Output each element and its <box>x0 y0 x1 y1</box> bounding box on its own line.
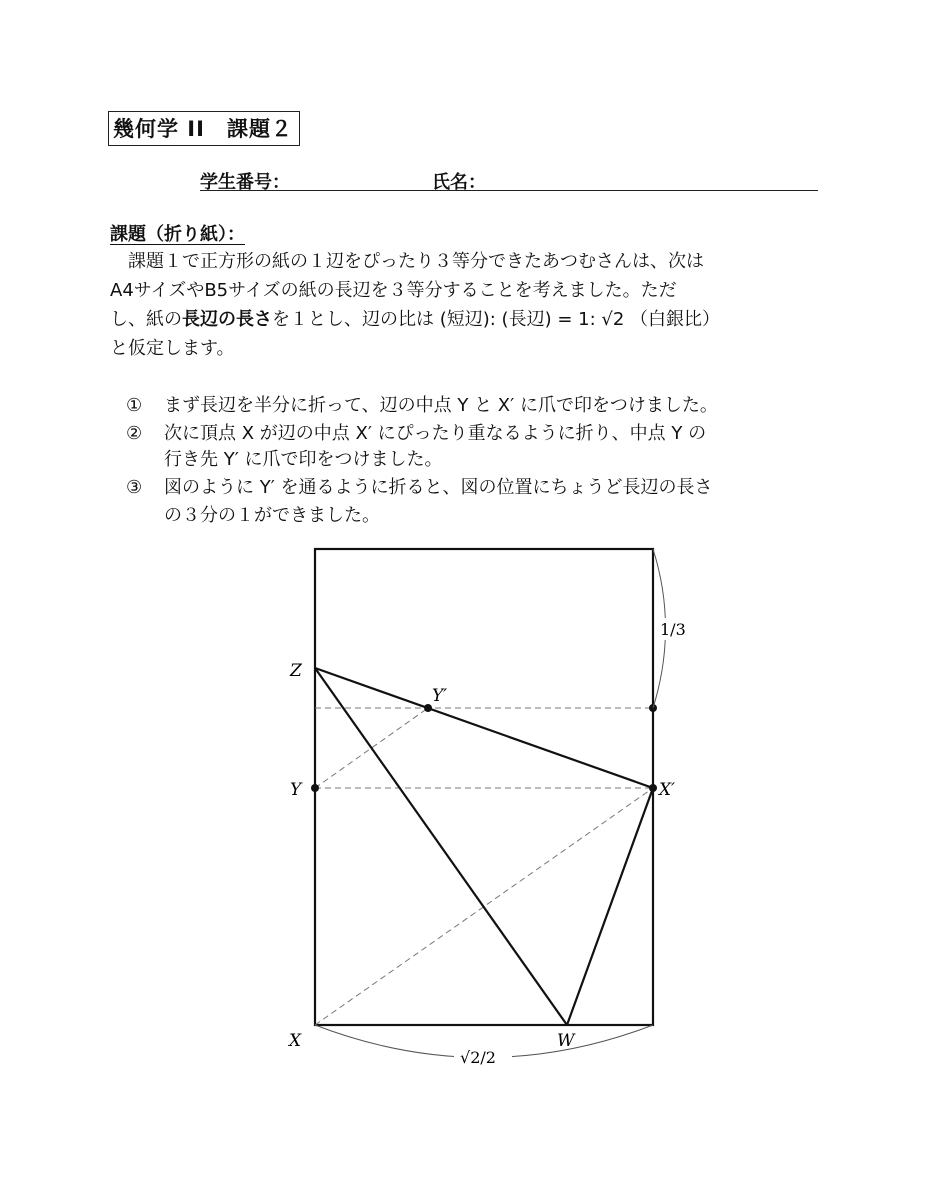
step-3-text: 図のように Y′ を通るように折ると、図の位置にちょうど長辺の長さ <box>164 477 713 498</box>
step-3-number: ③ <box>126 477 143 498</box>
name-label: 氏名： <box>432 172 486 193</box>
label-y: Y <box>290 780 302 800</box>
paragraph-line-1: 課題１で正方形の紙の１辺をぴったり３等分できたあつむさんは、次は <box>110 251 704 272</box>
point-xprime <box>649 784 657 792</box>
label-w: W <box>557 1031 575 1051</box>
step-2-number: ② <box>126 423 143 444</box>
fold-crease-z-w <box>315 668 567 1025</box>
paragraph-line-4: と仮定します。 <box>110 338 235 359</box>
right-dimension-label: 1/3 <box>660 620 686 639</box>
section-heading: 課題（折り紙）： <box>110 224 245 245</box>
student-number-label: 学生番号： <box>200 172 290 193</box>
step-2-text: 次に頂点 X が辺の中点 X′ にぴったり重なるように折り、中点 Y の <box>164 423 707 444</box>
point-y <box>311 784 319 792</box>
fold-edge-z-xprime <box>315 668 653 788</box>
step-1-number: ① <box>126 395 143 416</box>
point-yprime <box>424 704 432 712</box>
fold-edge-w-xprime <box>567 788 653 1025</box>
label-z: Z <box>290 661 302 681</box>
step-3-continued: の３分の１ができました。 <box>164 505 380 526</box>
paragraph-line-3a: し、紙の <box>110 309 182 330</box>
bottom-dimension-label: √2/2 <box>460 1048 496 1067</box>
paragraph-line-3b: を１とし、辺の比は (短辺): (長辺) = 1: √2 （白銀比） <box>272 309 721 330</box>
label-xprime: X′ <box>659 780 675 800</box>
label-yprime: Y′ <box>432 686 448 706</box>
paper-rectangle <box>315 549 653 1025</box>
paragraph-line-2: A4サイズやB5サイズの紙の長辺を３等分することを考えました。ただ <box>110 280 677 301</box>
assignment-title: 幾何学 II 課題２ <box>108 111 300 146</box>
step-1-text: まず長辺を半分に折って、辺の中点 Y と X′ に爪で印をつけました。 <box>164 395 718 416</box>
paragraph-bold-phrase: 長辺の長さ <box>182 309 272 330</box>
step-2-continued: 行き先 Y′ に爪で印をつけました。 <box>164 449 443 470</box>
label-x: X <box>289 1031 302 1051</box>
